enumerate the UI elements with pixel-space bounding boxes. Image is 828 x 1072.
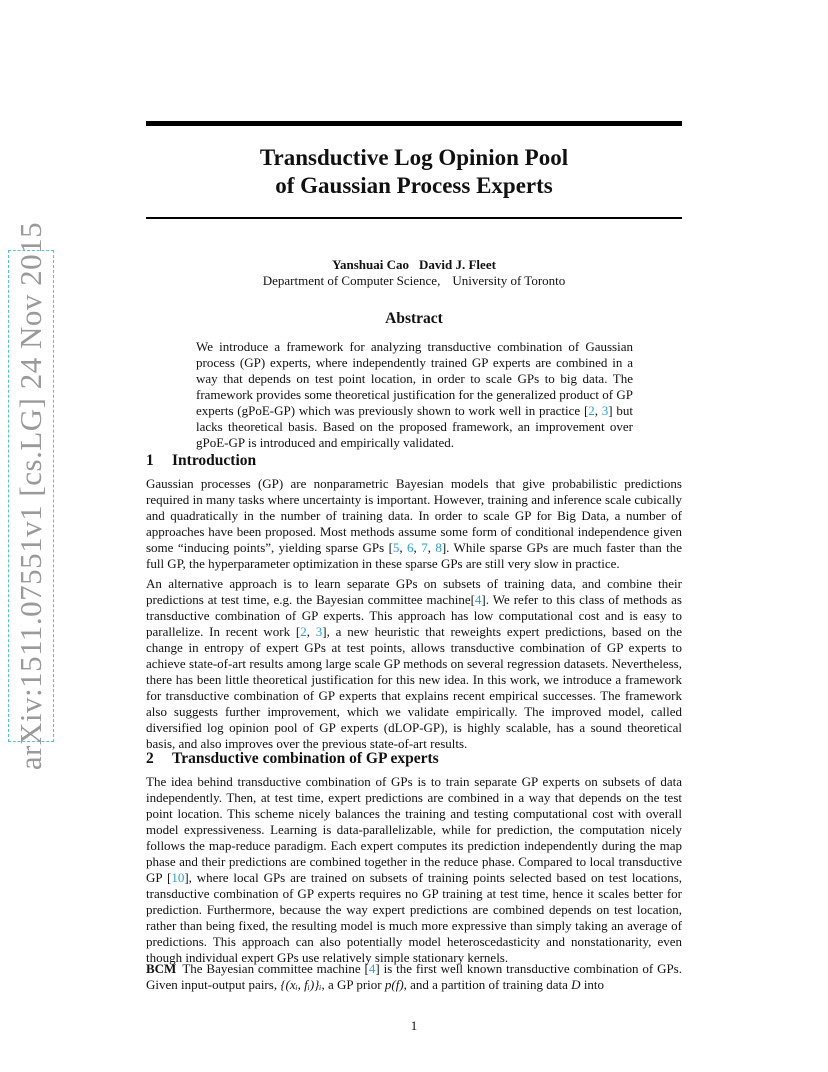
section-heading-introduction: 1 Introduction [146,452,257,469]
citation-link[interactable]: 5 [392,540,400,555]
arxiv-identifier: arXiv:1511.07551v1 [cs.LG] 24 Nov 2015 [13,221,48,771]
author-name: Yanshuai Cao [332,257,410,272]
paragraph: Gaussian processes (GP) are nonparametric Bayesian models that give probabilistic predictions required in many tasks where uncertainty is important. However, training and inference scale cubically and quadratically in the number of training data. In order to scale GP for Big Data, a number of approaches have been proposed. Most methods assume some form of conditional independence given some “inducing points”, yielding sparse GPs [5, 6, 7, 8]. While sparse GPs are much faster than the full GP, the hyperparameter optimization in these sparse GPs are still very slow in practice. [146,476,683,571]
citation-link[interactable]: 8 [435,540,442,555]
author-block [146,257,682,289]
paragraph: The idea behind transductive combination of GPs is to train separate GP experts on subsets of data independently. Then, at test time, expert predictions are combined in a way that depends on the test point location. This scheme nicely balances the training and testing computational cost with overall model expressiveness. Learning is data-parallelizable, while for prediction, the computation nicely follows the map-reduce paradigm. Each expert computes its prediction independently during the map phase and their predictions are combined together in the reduce phase. Compared to local transductive GP [10], where local GPs are trained on subsets of training points selected based on test locations, transductive combination of GP experts requires no GP training at test time, hence it scales better for prediction. Furthermore, because the way expert predictions are combined depends on test location, rather than being fixed, the resulting model is much more expressive than simply taking an average of predictions. This approach can also potentially model heteroscedasticity and nonstationarity, even though individual expert GPs use relatively simple stationary kernels. [146,774,682,965]
citation-link[interactable]: 10 [171,870,185,885]
paragraph: An alternative approach is to learn separate GPs on subsets of training data, and combine their predictions at test time, e.g. the Bayesian committee machine[4]. We refer to this class of methods as transductive combination of GP experts. This approach has low computational cost and is easy to parallelize. In recent work [2, 3], a new heuristic that reweights expert predictions, based on the change in entropy of expert GPs at test points, allows transductive combination of GP experts to achieve state-of-art results among large scale GP methods on several regression datasets. Nevertheless, there has been little theoretical justification for this new idea. In this work, we introduce a framework for transductive combination of GP experts that explains recent empirical successes. The framework also suggests further improvement, which we validate empirically. The improved model, called diversified log opinion pool of GP experts (dLOP-GP), is highly scalable, has a sound theoretical basis, and also improves over the previous state-of-art results. [146,576,682,751]
math-expression: p(f) [384,977,404,992]
arxiv-identifier-stamp [8,221,54,771]
paper-title: Transductive Log Opinion Pool of Gaussian Process Experts [259,145,569,198]
math-expression: D [571,977,581,992]
citation-link[interactable]: 3 [601,403,609,418]
paragraph-run-in-heading: BCM [146,961,177,976]
paragraph: BCM The Bayesian committee machine [4] is the first well known transductive combination of GPs. Given input-output pairs, {(xᵢ, fᵢ)}ᵢ, a GP prior p(f), and a partition of training data D into [146,961,682,992]
affiliation: Department of Computer Science, University of Toronto [262,273,566,288]
title-bottom-rule [146,217,682,219]
citation-link[interactable]: 4 [368,961,376,976]
citation-link[interactable]: 2 [588,403,595,418]
citation-link[interactable]: 6 [407,540,414,555]
abstract-text: We introduce a framework for analyzing transductive combination of Gaussian process (GP) experts, where independently trained GP experts are combined in a way that depends on test point location, in order to scale GPs to big data. The framework provides some theoretical justification for the generalized product of GP experts (gPoE-GP) which was previously shown to work well in practice [2, 3] but lacks theoretical basis. Based on the proposed framework, an improvement over gPoE-GP is introduced and empirically validated. [196,339,633,450]
math-expression: {(xᵢ, fᵢ)}ᵢ [280,977,322,992]
citation-link[interactable]: 4 [474,592,482,607]
citation-link[interactable]: 7 [421,540,428,555]
citation-link[interactable]: 2 [300,624,307,639]
author-name: David J. Fleet [419,257,496,272]
page-number: 1 [410,1018,418,1033]
title-top-rule [146,121,682,126]
abstract-heading: Abstract [385,310,443,327]
section-heading-transductive-combination: 2 Transductive combination of GP experts [146,750,439,767]
author-names [146,257,682,273]
citation-link[interactable]: 3 [315,624,323,639]
